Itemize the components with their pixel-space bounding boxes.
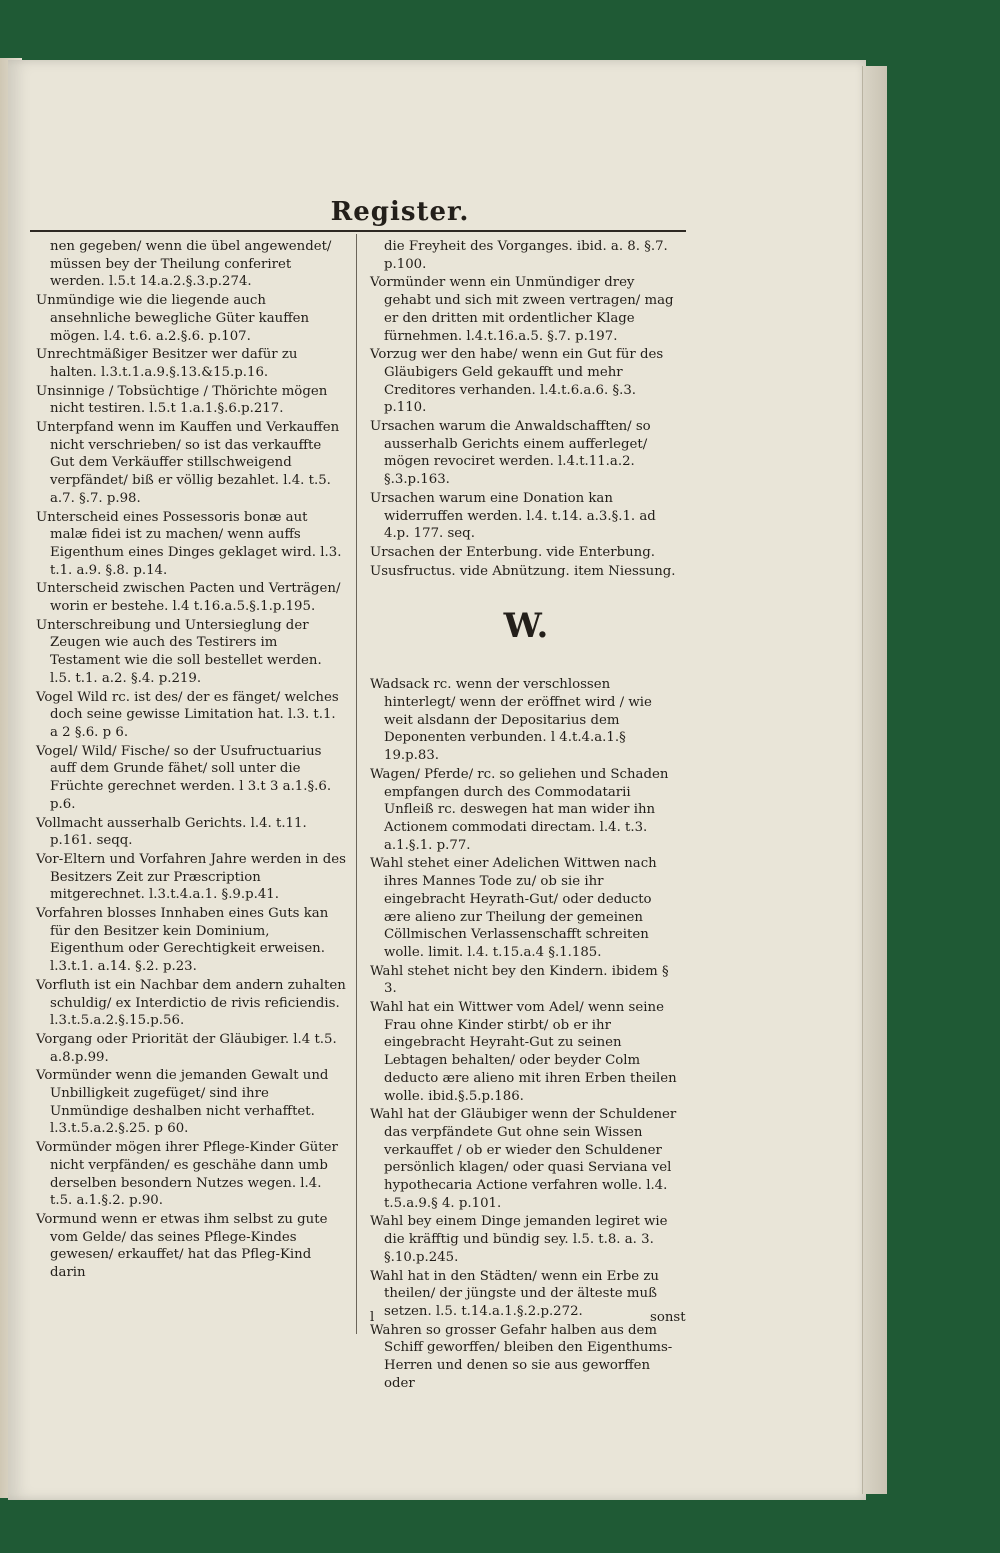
- index-entry: Vorfluth ist ein Nachbar dem andern zuhalten schuldig/ ex Interdictio de rivis reficiendis. l.3.t.5.a.2.§.15.p.56.: [36, 977, 346, 1029]
- index-entry: Unsinnige / Tobsüchtige / Thörichte mögen nicht testiren. l.5.t 1.a.1.§.6.p.217.: [36, 383, 328, 417]
- index-entry: Vorgang oder Priorität der Gläubiger. l.4 t.5. a.8.p.99.: [36, 1031, 337, 1065]
- left-column: [36, 238, 346, 1283]
- right-column-bottom: [370, 676, 682, 1392]
- index-entry: Unterschreibung und Untersieglung der Zeugen wie auch des Testirers im Testament wie die soll bestellet werden. l.5. t.1. a.2. §.4. p.219.: [36, 617, 322, 686]
- index-entry: Unterscheid zwischen Pacten und Verträgen/ worin er bestehe. l.4 t.16.a.5.§.1.p.195.: [36, 581, 341, 615]
- index-entry: Wadsack rc. wenn der verschlossen hinterlegt/ wenn der eröffnet wird / wie weit alsdann der Depositarius dem Deponenten verbunden. l 4.t.4.a.1.§ 19.p.83.: [370, 677, 652, 764]
- index-entry: Unmündige wie die liegende auch ansehnliche bewegliche Güter kauffen mögen. l.4. t.6. a.2.§.6. p.107.: [36, 293, 310, 344]
- catchword: sonst: [650, 1310, 686, 1325]
- column-divider: [356, 234, 357, 1334]
- index-entry: Vormund wenn er etwas ihm selbst zu gute vom Gelde/ das seines Pflege-Kindes gewesen/ erkauffet/ hat das Pfleg-Kind darin: [36, 1211, 328, 1281]
- index-entry: Wahl stehet einer Adelichen Wittwen nach ihres Mannes Tode zu/ ob sie ihr eingebracht Heyrath-Gut/ oder deducto ære alieno zur Theilung der gemeinen Cöllmischen Verlassenschafft schreiten wolle. limit. l.4. t.15.a.4 §.1.185.: [370, 856, 657, 960]
- index-entry: Unterpfand wenn im Kauffen und Verkauffen nicht verschrieben/ so ist das verkauffte Gut dem Verkäuffer stillschweigend verpfändet/ biß er völlig bezahlet. l.4. t.5. a.7. §.7. p.98.: [36, 420, 340, 506]
- index-entry: Vorzug wer den habe/ wenn ein Gut für des Gläubigers Geld gekaufft und mehr Creditores verhanden. l.4.t.6.a.6. §.3. p.110.: [370, 347, 664, 416]
- index-entry: Vormünder wenn die jemanden Gewalt und Unbilligkeit zugefüget/ sind ihre Unmündige deshalben nicht verhafftet. l.3.t.5.a.2.§.25. p 60.: [36, 1068, 329, 1137]
- index-entry: Ususfructus. vide Abnützung. item Niessung.: [370, 563, 676, 579]
- index-entry: Unterscheid eines Possessoris bonæ aut malæ fidei ist zu machen/ wenn auffs Eigenthum eines Dinges geklaget wird. l.3. t.1. a.9. §.8. p.14.: [36, 509, 342, 578]
- signature-mark: l: [370, 1310, 375, 1325]
- index-entry: Ursachen warum die Anwaldschafften/ so ausserhalb Gerichts einem aufferleget/ mögen revociret werden. l.4.t.11.a.2. §.3.p.163.: [370, 419, 651, 488]
- index-entry: Vor-Eltern und Vorfahren Jahre werden in des Besitzers Zeit zur Præscription mitgerechnet. l.3.t.4.a.1. §.9.p.41.: [36, 851, 346, 903]
- index-entry: die Freyheit des Vorganges. ibid. a. 8. §.7. p.100.: [384, 239, 668, 272]
- index-entry: Wahl hat ein Wittwer vom Adel/ wenn seine Frau ohne Kinder stirbt/ ob er ihr eingebracht Heyraht-Gut zu seinen Lebtagen behalten/ oder beyder Colm deducto ære alieno mit ihren Erben theilen wolle. ibid.§.5.p.186.: [370, 1000, 677, 1104]
- index-entry: Ursachen der Enterbung. vide Enterbung.: [370, 544, 655, 560]
- index-entry: Wahl hat der Gläubiger wenn der Schuldener das verpfändete Gut ohne sein Wissen verkauffet / ob er wieder den Schuldener persönlich klagen/ oder quasi Serviana vel hypothecaria Actione verfahren wolle. l.4. t.5.a.9.§ 4. p.101.: [370, 1107, 677, 1211]
- index-entry: Wahren so grosser Gefahr halben aus dem Schiff geworffen/ bleiben den Eigenthums-Herren und denen so sie aus geworffen oder: [370, 1322, 673, 1391]
- index-entry: Vollmacht ausserhalb Gerichts. l.4. t.11. p.161. seqq.: [36, 815, 307, 849]
- index-entry: Vogel/ Wild/ Fische/ so der Usufructuarius auff dem Grunde fähet/ soll unter die Früchte gerechnet werden. l 3.t 3 a.1.§.6. p.6.: [36, 743, 332, 812]
- index-entry: Wahl bey einem Dinge jemanden legiret wie die kräfftig und bündig sey. l.5. t.8. a. 3. §.10.p.245.: [370, 1214, 668, 1265]
- header-rule: [30, 230, 686, 232]
- index-entry: nen gegeben/ wenn die übel angewendet/ müssen bey der Theilung conferiret werden. l.5.t 14.a.2.§.3.p.274.: [50, 239, 332, 290]
- running-header: Register.: [330, 197, 470, 227]
- index-entry: Ursachen warum eine Donation kan widerruffen werden. l.4. t.14. a.3.§.1. ad 4.p. 177. seq.: [370, 490, 656, 542]
- index-entry: Wagen/ Pferde/ rc. so geliehen und Schaden empfangen durch des Commodatarii Unfleiß rc. deswegen hat man wider ihn Actionem commodati directam. l.4. t.3. a.1.§.1. p.77.: [370, 766, 669, 853]
- index-entry: Vorfahren blosses Innhaben eines Guts kan für den Besitzer kein Dominium, Eigenthum oder Gerechtigkeit erweisen. l.3.t.1. a.14. §.2. p.23.: [36, 906, 329, 975]
- index-entry: Wahl stehet nicht bey den Kindern. ibidem § 3.: [370, 963, 669, 997]
- index-entry: Vogel Wild rc. ist des/ der es fänget/ welches doch seine gewisse Limitation hat. l.3. t.1. a 2 §.6. p 6.: [36, 689, 339, 740]
- page-stack-edge: [862, 66, 887, 1494]
- index-entry: Vormünder mögen ihrer Pflege-Kinder Güter nicht verpfänden/ es geschähe dann umb derselben besondern Nutzes wegen. l.4. t.5. a.1.§.2. p.90.: [36, 1140, 338, 1209]
- index-entry: Vormünder wenn ein Unmündiger drey gehabt und sich mit zween vertragen/ mag er den dritten mit ordentlicher Klage fürnehmen. l.4.t.16.a.5. §.7. p.197.: [370, 275, 674, 344]
- index-entry: Wahl hat in den Städten/ wenn ein Erbe zu theilen/ der jüngste und der älteste muß setzen. l.5. t.14.a.1.§.2.p.272.: [370, 1268, 659, 1319]
- index-entry: Unrechtmäßiger Besitzer wer dafür zu halten. l.3.t.1.a.9.§.13.&15.p.16.: [36, 347, 298, 380]
- right-column-top: [370, 238, 682, 580]
- section-letter: W.: [503, 606, 549, 647]
- right-column: [370, 238, 682, 1393]
